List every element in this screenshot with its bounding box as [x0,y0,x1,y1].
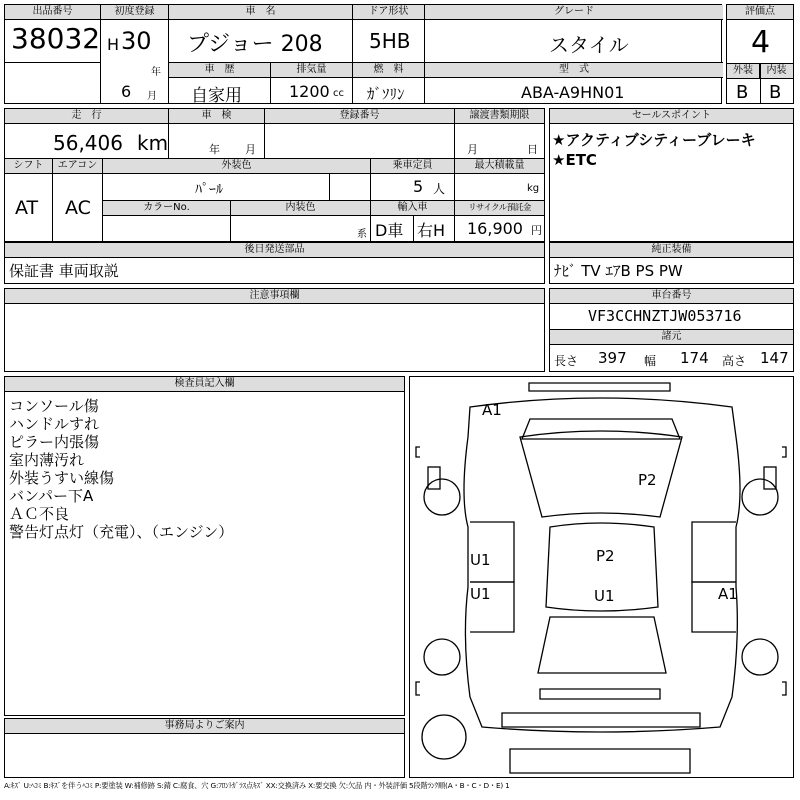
displacement: 1200 [289,82,330,101]
damage-mark-left-front-door: U1 [470,551,491,569]
parts-label: 後日発送部品 [5,242,544,258]
import-label: 輸入車 [371,201,454,216]
sales-point-2: ★ETC [552,151,597,169]
reg-year: 30 [121,27,152,55]
car-name-label: 車 名 [169,5,352,20]
wheel-front-left [424,479,460,515]
inspector-line: 外装うすい線傷 [9,469,115,487]
model-cell [425,63,723,103]
history-label: 車 歴 [169,63,270,78]
bracket-left-top [416,447,420,457]
displacement-label: 排気量 [271,63,352,78]
score-label: 評価点 [727,5,793,20]
fuel: ｶﾞｿﾘﾝ [367,85,405,103]
width-value: 174 [680,349,709,367]
length-label: 長さ [554,354,579,368]
inspector-label: 検査員記入欄 [5,377,404,392]
door-type-cell [353,5,425,63]
lot-cell [5,5,101,63]
capacity-cell [371,159,455,201]
score: 4 [751,25,771,60]
inspection-label: 車 検 [169,109,264,124]
model-code: ABA-A9HN01 [521,83,625,102]
int-grade: B [769,82,782,103]
car-top-outline [464,398,740,732]
width-label: 幅 [644,354,657,368]
bottom-bumper-outline [510,749,690,773]
fuel-cell [353,63,425,103]
interior-color-unit: 系 [357,229,367,240]
wheel-rear-left [424,639,460,675]
lot-empty-cell [5,63,101,103]
ext-grade: B [736,82,749,103]
length-value: 397 [598,349,627,367]
displacement-unit: cc [333,88,344,99]
year-unit: 年 [151,67,161,78]
inspector-line: ＡＣ不良 [9,505,70,523]
load-unit: kg [527,183,540,194]
parts-value: 保証書 車両取説 [9,262,119,280]
grade-cell [425,5,723,63]
mileage: 56,406 [53,131,123,155]
recycle-unit: 円 [531,224,542,237]
color-label: 外装色 [103,159,370,174]
wheel-rear-right [742,639,778,675]
reg-month: 6 [121,82,132,101]
equipment-value: ﾅﾋﾞ TV ｴｱB PS PW [554,262,683,280]
load-cell [455,159,544,201]
displacement-cell [271,63,353,103]
office-block [4,718,405,778]
mirror-left [428,467,440,489]
interior-color-label: 内装色 [231,201,370,216]
car-name: プジョー 208 [187,32,323,57]
hood-outline [520,431,682,517]
rear-window-outline [538,617,666,673]
import-side: 右H [417,221,446,240]
inspector-block [4,376,405,716]
sales-points-label: セールスポイント [550,109,793,124]
office-label: 事務局よりご案内 [5,719,404,734]
chassis-number: VF3CCHNZTJW053716 [588,307,742,325]
mileage-unit: km [137,131,169,155]
shift-cell [5,159,53,241]
equipment-label: 純正装備 [550,242,793,258]
spare-wheel [422,715,466,759]
inspection-month-unit: 月 [245,143,256,156]
spec-label: 諸元 [550,329,793,345]
history: 自家用 [191,86,242,106]
front-bumper-outline [529,383,670,391]
registration-label: 登録番号 [265,109,454,124]
bracket-right-bottom [782,682,786,695]
recycle-label: リサイクル預託金 [455,201,544,216]
damage-mark-roof: P2 [596,547,615,565]
color-number-cell [103,201,231,241]
ext-label: 外装 [727,64,760,79]
bracket-right-top [782,447,786,457]
windshield-outline [522,419,680,439]
inspection-year-unit: 年 [209,143,220,156]
registration-cell [265,109,455,159]
capacity-label: 乗車定員 [371,159,454,174]
inspector-line: バンパー下A [9,487,94,505]
sales-point-1: ★アクティブシティーブレーキ [552,131,756,149]
history-cell [169,63,271,106]
first-reg-cell [101,5,169,103]
ac-label: エアコン [53,159,102,174]
door-type: 5HB [369,29,411,53]
ac-cell [53,159,103,241]
equipment-block [549,242,794,284]
car-name-cell [169,5,353,63]
mileage-label: 走 行 [5,109,168,124]
damage-mark-hood: P2 [638,471,657,489]
transfer-day-unit: 日 [527,143,538,156]
damage-mark-left-rear-door: U1 [470,585,491,603]
score-block [726,4,794,104]
car-diagram [410,377,793,777]
interior-color-cell [231,201,371,241]
grade-label: グレード [425,5,723,20]
rear-lower-outline [502,713,700,727]
inspector-line: 室内薄汚れ [9,451,85,469]
damage-mark-right-rear-door: A1 [718,585,738,603]
capacity-unit: 人 [433,182,446,196]
import-d: D車 [375,221,404,240]
legend-text: A:ｷｽﾞ U:ﾍｺﾐ B:ｷｽﾞを伴うﾍｺﾐ P:要塗装 W:補修跡 S:錆 C:腐食、穴 G:ﾌﾛﾝﾄｶﾞﾗｽ点ｷｽﾞ XX:交換済み X:要交換 欠:欠品 内・外装評価 5段階ﾗﾝｸ順(A・B・C・D・E) 1 [4,781,510,790]
height-value: 147 [760,349,789,367]
inspector-line: コンソール傷 [9,397,99,415]
shift-label: シフト [5,159,52,174]
ac: AC [65,197,91,219]
height-label: 高さ [722,354,747,368]
lot-number: 38032 [11,22,101,55]
inspector-line: 警告灯点灯（充電）、（エンジン） [9,523,234,541]
era: H [107,35,120,54]
color-cell [103,159,371,201]
damage-mark-front-bumper: A1 [482,401,502,419]
int-label: 内装 [760,64,793,79]
transfer-month-unit: 月 [467,143,478,156]
chassis-label: 車台番号 [550,289,793,304]
right-front-door-outline [692,522,736,582]
shift: AT [15,197,39,219]
car-diagram-block [409,376,794,778]
recycle-amount: 16,900 [467,219,523,238]
rear-bumper-outline [540,689,660,699]
inspection-cell [169,109,265,159]
ext-int-row [727,63,793,103]
month-unit: 月 [147,91,157,102]
wheel-front-right [742,479,778,515]
transfer-deadline-label: 譲渡書類期限 [455,109,544,124]
fuel-label: 燃 料 [353,63,424,78]
color-number-label: カラーNo. [103,201,230,216]
notes-block [4,288,545,372]
parts-block [4,242,545,284]
capacity: 5 [413,177,424,196]
bracket-left-bottom [416,682,420,695]
inspector-line: ハンドルすれ [9,415,100,433]
mileage-cell [5,109,169,159]
damage-mark-rear-center: U1 [594,587,615,605]
grade: スタイル [549,33,629,57]
recycle-cell [455,201,544,241]
model-label: 型 式 [425,63,723,78]
vehicle-header-block [4,4,722,104]
load-label: 最大積載量 [455,159,544,174]
sales-points-block [549,108,794,242]
notes-label: 注意事項欄 [5,289,544,304]
chassis-block [549,288,794,372]
transfer-deadline-cell [455,109,544,159]
exterior-color: ﾊﾟｰﾙ [195,182,223,198]
inspector-line: ピラー内張傷 [9,433,100,451]
first-reg-label: 初度登録 [101,5,168,20]
vehicle-detail-block [4,108,545,242]
lot-label: 出品番号 [5,5,100,20]
import-cell [371,201,455,241]
door-type-label: ドア形状 [353,5,424,20]
